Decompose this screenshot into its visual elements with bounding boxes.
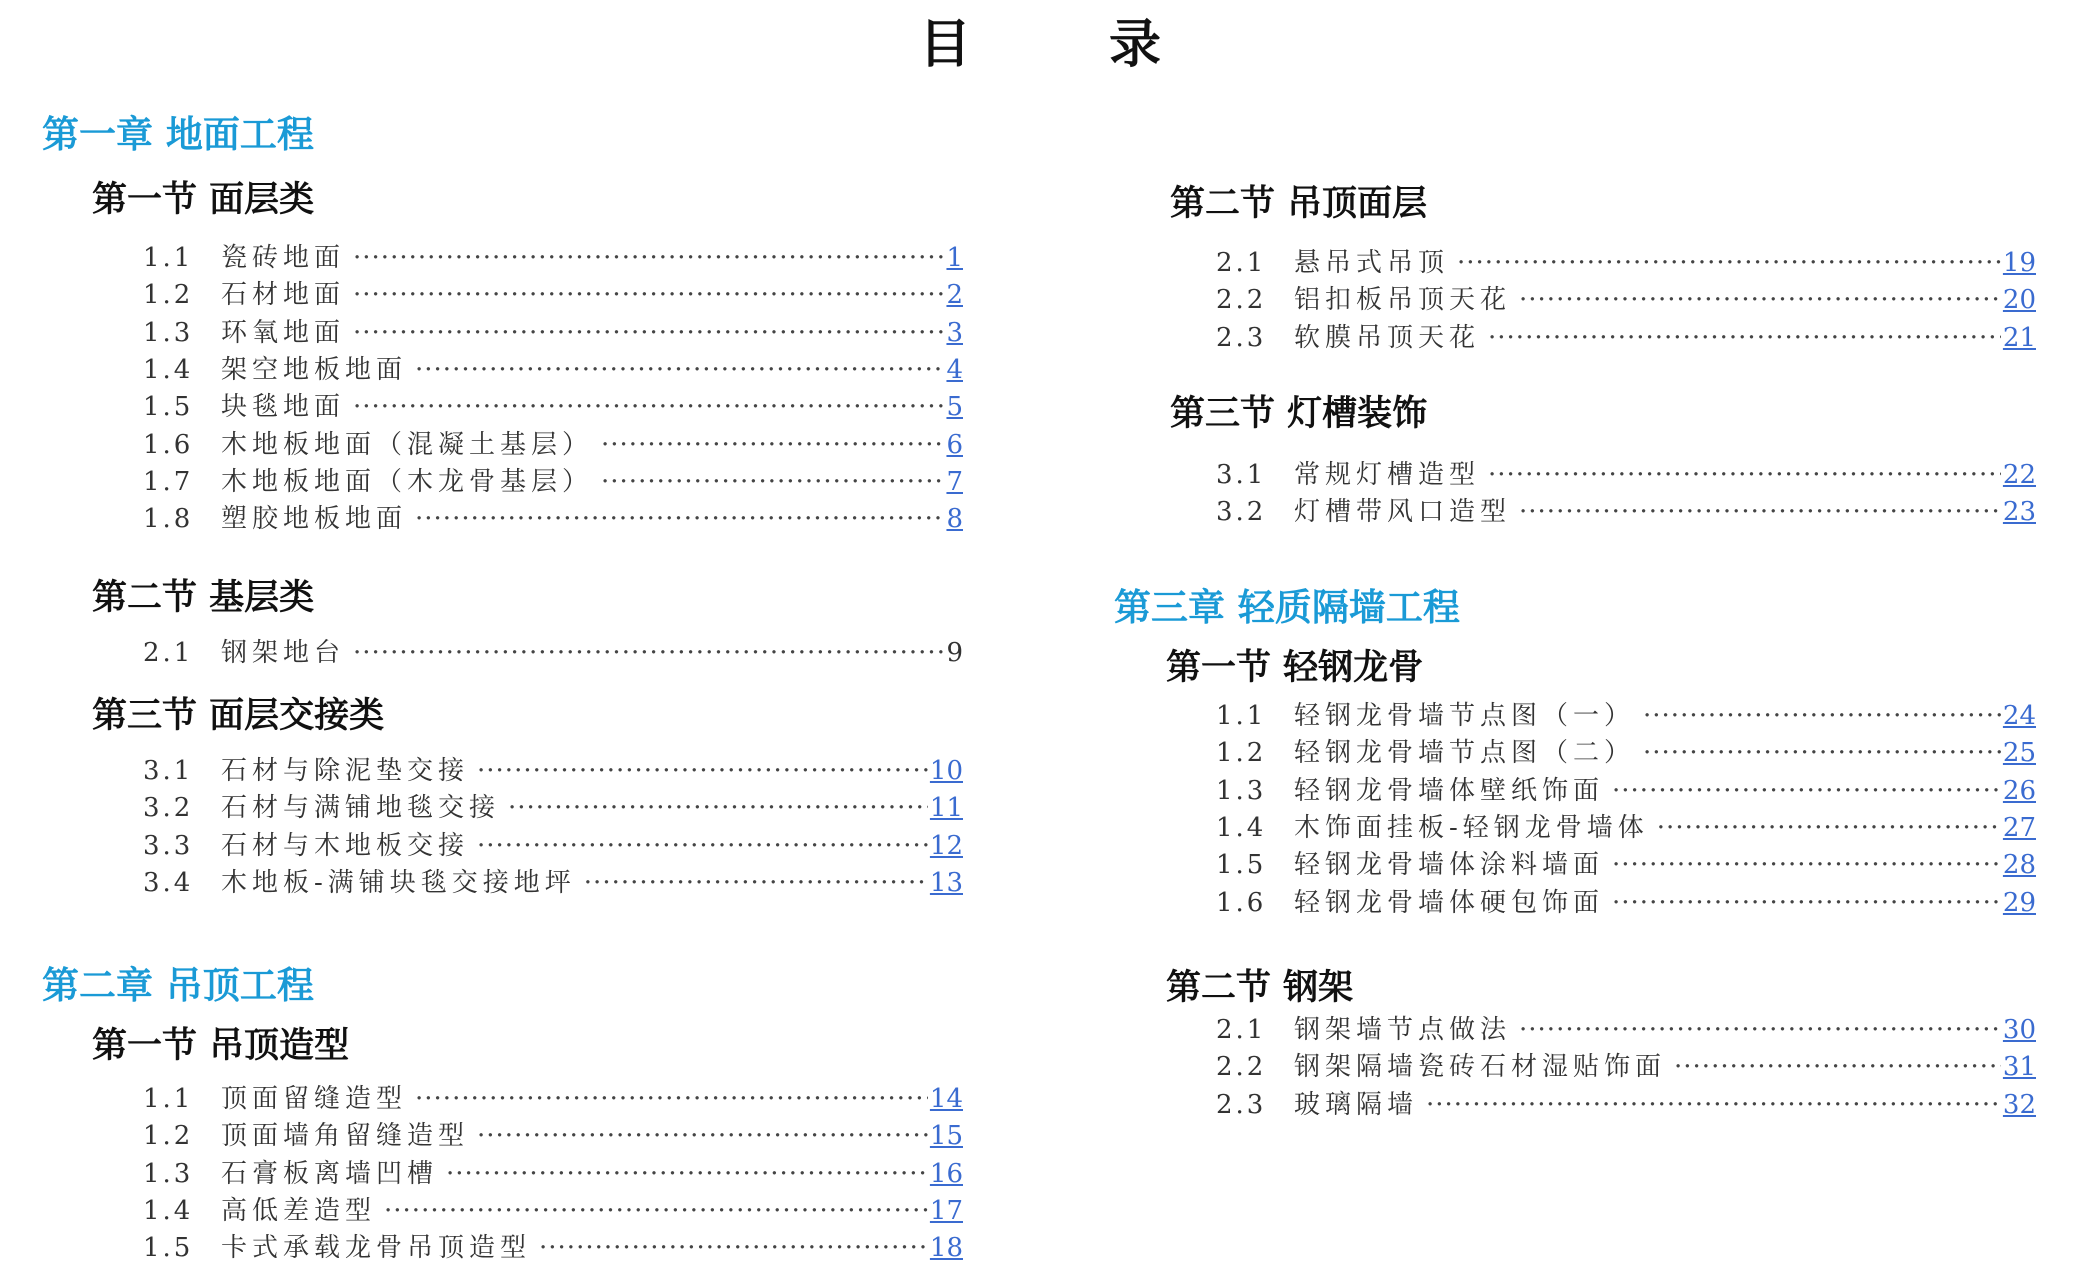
toc-entry[interactable]	[1216, 454, 2036, 488]
dot-leader	[1426, 1090, 2001, 1120]
toc-entry-number: 3.4	[143, 867, 194, 898]
toc-entry-number: 1.4	[1216, 812, 1267, 843]
dot-leader	[353, 280, 943, 310]
toc-entry-title: 架空地板地面	[221, 354, 408, 385]
toc-entry-title: 轻钢龙骨墙体壁纸饰面	[1294, 775, 1605, 806]
toc-entry-number: 2.2	[1216, 285, 1267, 316]
toc-entry-title: 悬吊式吊顶	[1294, 248, 1450, 278]
page-number-link[interactable]: 27	[2002, 812, 2036, 843]
toc-entry-title: 石膏板离墙凹槽	[221, 1158, 439, 1189]
toc-entry[interactable]	[143, 1227, 963, 1264]
page-title: 目 录	[918, 15, 1222, 75]
toc-entry-number: 2.3	[1216, 322, 1267, 353]
page-number-link[interactable]: 5	[946, 392, 963, 423]
section-heading: 第一节 吊顶造型	[92, 1026, 350, 1066]
chapter-heading: 第一章 地面工程	[42, 113, 314, 156]
page-number-link[interactable]: 19	[2002, 248, 2036, 278]
toc-entry[interactable]	[143, 1078, 963, 1112]
toc-entry-number: 3.2	[1216, 497, 1267, 528]
dot-leader	[1519, 497, 2001, 527]
dot-leader	[584, 868, 928, 898]
toc-entry-title: 钢架墙节点做法	[1294, 1015, 1512, 1045]
toc-entry[interactable]	[1216, 807, 2036, 841]
section-heading: 第一节 轻钢龙骨	[1166, 648, 1424, 688]
page-number-link[interactable]: 18	[929, 1233, 963, 1264]
section-heading: 第一节 面层类	[92, 180, 315, 220]
toc-entry[interactable]	[143, 386, 963, 423]
dot-leader	[1612, 776, 2001, 806]
toc-entry-title: 钢架地台	[221, 638, 346, 668]
toc-entry[interactable]	[143, 274, 963, 311]
page-number-link[interactable]: 7	[946, 466, 963, 497]
toc-entry-title: 高低差造型	[221, 1195, 377, 1226]
page-number-link[interactable]: 21	[2002, 322, 2036, 353]
page-number-link[interactable]: 26	[2002, 775, 2036, 806]
dot-leader	[446, 1159, 928, 1189]
toc-entry-number: 1.2	[143, 1121, 194, 1152]
toc-entry-number: 1.3	[143, 317, 194, 348]
dot-leader	[508, 793, 928, 823]
toc-entry[interactable]	[143, 424, 963, 458]
page-number-link[interactable]: 10	[929, 756, 963, 786]
page-number-link[interactable]: 22	[2002, 460, 2036, 490]
toc-entry-title: 石材与满铺地毯交接	[221, 793, 501, 824]
dot-leader	[539, 1233, 928, 1263]
toc-entry[interactable]	[143, 1115, 963, 1152]
toc-entry[interactable]	[143, 498, 963, 535]
toc-entry-number: 1.8	[143, 504, 194, 535]
toc-entry[interactable]	[1216, 844, 2036, 881]
page-number-link[interactable]: 12	[929, 830, 963, 861]
toc-entry-title: 顶面墙角留缝造型	[221, 1121, 470, 1152]
toc-entry-title: 瓷砖地面	[221, 243, 346, 273]
page-number-link[interactable]: 29	[2002, 887, 2036, 918]
toc-entry-title: 轻钢龙骨墙体涂料墙面	[1294, 850, 1605, 881]
toc-entry-number: 2.1	[1216, 1015, 1267, 1045]
page-number-link[interactable]: 1	[946, 243, 963, 273]
dot-leader	[353, 638, 943, 668]
dot-leader	[1657, 813, 2001, 843]
toc-entry-title: 灯槽带风口造型	[1294, 497, 1512, 528]
toc-entry-title: 木饰面挂板-轻钢龙骨墙体	[1294, 812, 1649, 843]
dot-leader	[353, 243, 943, 273]
toc-entry-number: 3.3	[143, 830, 194, 861]
toc-entry-number: 1.1	[143, 243, 194, 273]
page-number-link[interactable]: 17	[929, 1195, 963, 1226]
dot-leader	[477, 831, 928, 861]
page-number-link[interactable]: 11	[929, 793, 963, 824]
toc-entry-number: 1.1	[143, 1084, 194, 1114]
dot-leader	[1674, 1052, 2001, 1082]
toc-entry-title: 塑胶地板地面	[221, 504, 408, 535]
page-number-link[interactable]: 13	[929, 867, 963, 898]
toc-entry-number: 1.1	[1216, 701, 1267, 731]
toc-entry-number: 2.2	[1216, 1052, 1267, 1083]
toc-entry-title: 木地板地面（混凝土基层）	[221, 429, 594, 460]
toc-entry[interactable]	[1216, 1046, 2036, 1083]
toc-entry[interactable]	[143, 1190, 963, 1224]
toc-entry-number: 1.5	[1216, 850, 1267, 881]
dot-leader	[477, 1121, 928, 1151]
dot-leader	[601, 430, 943, 460]
toc-entry-number: 2.1	[1216, 248, 1267, 278]
toc-entry[interactable]	[143, 237, 963, 271]
toc-entry-number: 2.1	[143, 638, 194, 668]
toc-entry-number: 1.2	[143, 280, 194, 311]
toc-entry-title: 环氧地面	[221, 317, 346, 348]
dot-leader	[1519, 1015, 2001, 1045]
toc-entry[interactable]	[1216, 1084, 2036, 1118]
toc-entry-title: 石材与除泥垫交接	[221, 756, 470, 786]
page-number-link[interactable]: 30	[2002, 1015, 2036, 1045]
page-number-link[interactable]: 25	[2002, 738, 2036, 769]
page-number-link[interactable]: 28	[2002, 850, 2036, 881]
toc-entry-number: 1.4	[143, 1195, 194, 1226]
toc-entry-number: 1.5	[143, 1233, 194, 1264]
dot-leader	[384, 1196, 928, 1226]
toc-entry[interactable]	[143, 632, 963, 666]
toc-entry-number: 1.2	[1216, 738, 1267, 769]
toc-entry-number: 1.5	[143, 392, 194, 423]
toc-entry-number: 2.3	[1216, 1089, 1267, 1120]
dot-leader	[1612, 850, 2001, 880]
toc-entry-title: 轻钢龙骨墙节点图（一）	[1294, 701, 1636, 731]
dot-leader	[1643, 738, 2001, 768]
page-number-link[interactable]: 31	[2002, 1052, 2036, 1083]
toc-entry-number: 1.4	[143, 354, 194, 385]
dot-leader	[415, 1084, 928, 1114]
dot-leader	[1519, 285, 2001, 315]
toc-entry-title: 轻钢龙骨墙节点图（二）	[1294, 738, 1636, 769]
dot-leader	[1612, 888, 2001, 918]
toc-entry[interactable]	[1216, 695, 2036, 729]
page-number-link[interactable]: 14	[929, 1084, 963, 1114]
page-number-link[interactable]: 3	[946, 317, 963, 348]
section-heading: 第二节 基层类	[92, 578, 315, 618]
toc-entry-title: 石材地面	[221, 280, 346, 311]
dot-leader	[601, 467, 943, 497]
toc-entry[interactable]	[1216, 317, 2036, 351]
chapter-heading: 第二章 吊顶工程	[42, 964, 314, 1007]
toc-entry[interactable]	[1216, 242, 2036, 276]
toc-entry-title: 轻钢龙骨墙体硬包饰面	[1294, 887, 1605, 918]
section-heading: 第三节 面层交接类	[92, 696, 385, 736]
toc-entry-number: 3.1	[143, 756, 194, 786]
toc-entry[interactable]	[1216, 882, 2036, 916]
section-heading: 第二节 钢架	[1166, 968, 1354, 1008]
page-number-link[interactable]: 32	[2002, 1089, 2036, 1120]
page-number-link[interactable]: 23	[2002, 497, 2036, 528]
toc-entry-title: 铝扣板吊顶天花	[1294, 285, 1512, 316]
toc-entry[interactable]	[143, 862, 963, 896]
page-number-link[interactable]: 6	[946, 429, 963, 460]
toc-entry[interactable]	[1216, 770, 2036, 804]
toc-entry-title: 块毯地面	[221, 392, 346, 423]
page-number-link[interactable]: 8	[946, 504, 963, 535]
toc-entry[interactable]	[143, 1153, 963, 1187]
toc-entry-title: 卡式承载龙骨吊顶造型	[221, 1233, 532, 1264]
page-number: 9	[946, 638, 963, 668]
section-heading: 第二节 吊顶面层	[1170, 184, 1428, 224]
page-number-link[interactable]: 24	[2002, 701, 2036, 731]
toc-entry-number: 3.1	[1216, 460, 1267, 490]
toc-entry-title: 石材与木地板交接	[221, 830, 470, 861]
dot-leader	[353, 392, 943, 422]
toc-entry-title: 玻璃隔墙	[1294, 1089, 1419, 1120]
toc-entry[interactable]	[143, 461, 963, 495]
dot-leader	[353, 318, 943, 348]
toc-entry-number: 1.3	[1216, 775, 1267, 806]
toc-entry[interactable]	[143, 787, 963, 824]
dot-leader	[477, 756, 928, 786]
toc-entry-title: 软膜吊顶天花	[1294, 322, 1481, 353]
toc-entry-number: 1.3	[143, 1158, 194, 1189]
page-number-link[interactable]: 15	[929, 1121, 963, 1152]
toc-entry-title: 常规灯槽造型	[1294, 460, 1481, 490]
toc-entry[interactable]	[143, 825, 963, 859]
toc-entry[interactable]	[143, 750, 963, 784]
toc-entry-number: 3.2	[143, 793, 194, 824]
section-heading: 第三节 灯槽装饰	[1170, 394, 1428, 434]
dot-leader	[1488, 460, 2001, 490]
toc-entry[interactable]	[143, 349, 963, 383]
toc-entry[interactable]	[1216, 279, 2036, 316]
toc-entry[interactable]	[1216, 1009, 2036, 1043]
dot-leader	[415, 355, 943, 385]
dot-leader	[1643, 701, 2001, 731]
page-number-link[interactable]: 16	[929, 1158, 963, 1189]
toc-entry-title: 顶面留缝造型	[221, 1084, 408, 1114]
toc-entry[interactable]	[143, 312, 963, 346]
toc-entry-number: 1.6	[1216, 887, 1267, 918]
toc-entry-number: 1.6	[143, 429, 194, 460]
chapter-heading: 第三章 轻质隔墙工程	[1114, 586, 1460, 629]
page-number-link[interactable]: 20	[2002, 285, 2036, 316]
toc-entry[interactable]	[1216, 491, 2036, 528]
dot-leader	[1457, 248, 2001, 278]
page-number-link[interactable]: 2	[946, 280, 963, 311]
toc-entry[interactable]	[1216, 732, 2036, 769]
dot-leader	[1488, 323, 2001, 353]
toc-entry-title: 木地板地面（木龙骨基层）	[221, 466, 594, 497]
toc-entry-number: 1.7	[143, 466, 194, 497]
dot-leader	[415, 504, 943, 534]
page-number-link[interactable]: 4	[946, 354, 963, 385]
toc-entry-title: 木地板-满铺块毯交接地坪	[221, 867, 576, 898]
toc-entry-title: 钢架隔墙瓷砖石材湿贴饰面	[1294, 1052, 1667, 1083]
